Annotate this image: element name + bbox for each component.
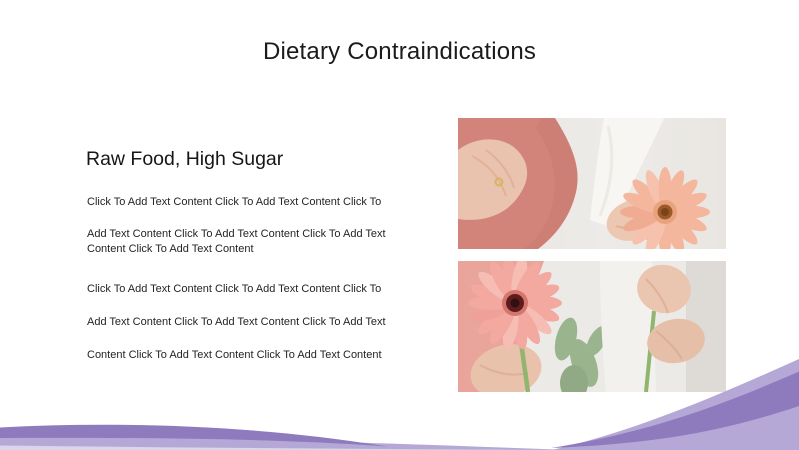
- placeholder-text-5[interactable]: Content Click To Add Text Content Click To Add Text Content: [87, 349, 382, 361]
- photo-pregnant-belly-flower[interactable]: [458, 118, 726, 249]
- section-heading[interactable]: Raw Food, High Sugar: [86, 148, 284, 170]
- wave-light-left: [0, 435, 570, 450]
- placeholder-text-1[interactable]: Click To Add Text Content Click To Add Text Content Click To: [87, 196, 382, 208]
- wave-pale-strip: [0, 446, 578, 450]
- slide-title[interactable]: Dietary Contraindications: [262, 38, 537, 65]
- placeholder-text-4[interactable]: Add Text Content Click To Add Text Content Click To Add Text: [87, 316, 386, 328]
- photo-hands-gerbera-flowers[interactable]: [458, 261, 726, 392]
- placeholder-text-3[interactable]: Click To Add Text Content Click To Add Text Content Click To: [87, 283, 382, 295]
- photo-top-illustration: [458, 118, 726, 249]
- wave-dark-left: [0, 425, 387, 447]
- photo-bottom-illustration: [458, 261, 726, 392]
- placeholder-text-2[interactable]: Add Text Content Click To Add Text Content Click To Add Text Content Click To Add Text Content: [87, 228, 386, 255]
